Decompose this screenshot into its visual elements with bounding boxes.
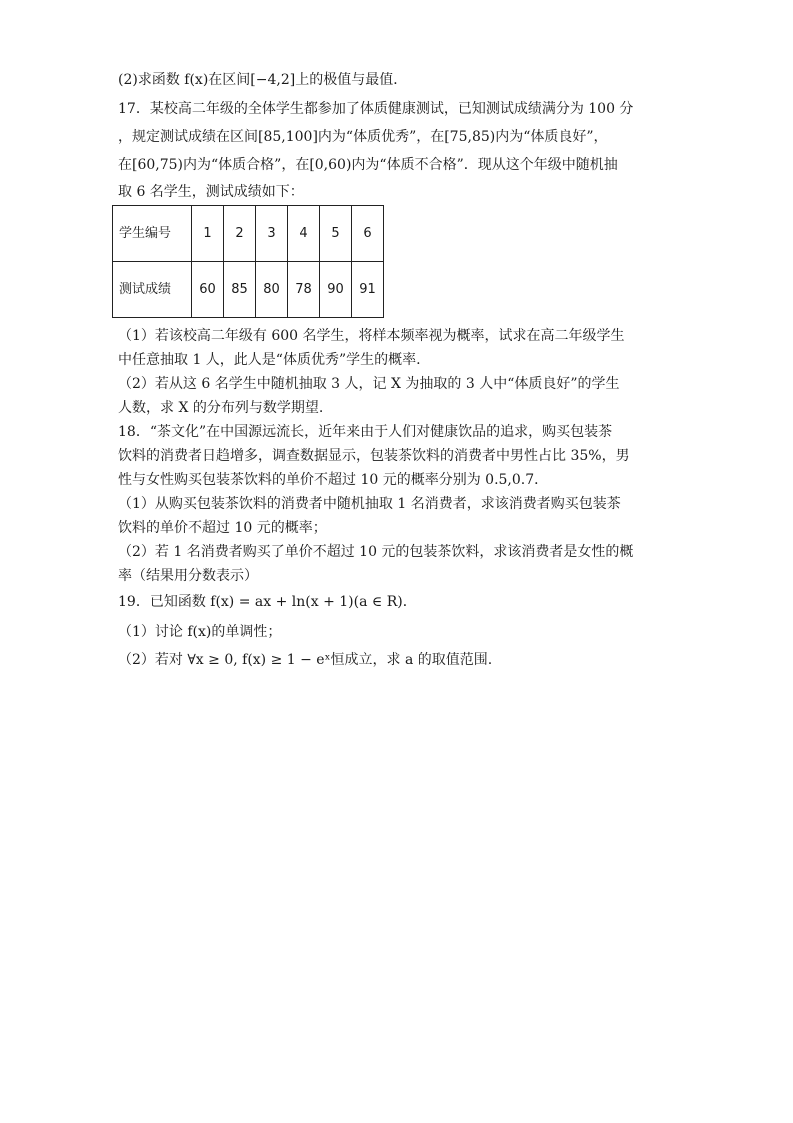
table-row-score [113,262,384,318]
table-cell-id: 2 [224,206,256,262]
q17-part1-line2: 中任意抽取 1 人，此人是“体质优秀”学生的概率. [118,352,421,368]
score-table [112,205,384,318]
q19-line1: 19．已知函数 f(x) = ax + ln(x + 1)(a ∈ R)． [118,594,417,610]
table-cell-score: 85 [224,262,256,318]
table-cell-id: 4 [288,206,320,262]
q17-line3: 在[60,75)内为“体质合格”，在[0,60)内为“体质不合格”．现从这个年级中随机抽 [118,157,618,173]
table-cell-id: 1 [192,206,224,262]
table-cell-score: 80 [256,262,288,318]
q17-part2-line2: 人数，求 X 的分布列与数学期望. [118,400,324,416]
q17-part2-line1: （2）若从这 6 名学生中随机抽取 3 人，记 X 为抽取的 3 人中“体质良好”的学生 [118,376,620,392]
q19-part2: （2）若对 ∀x ≥ 0, f(x) ≥ 1 − eˣ恒成立，求 a 的取值范围. [118,652,493,668]
q18-part1-line2: 饮料的单价不超过 10 元的概率； [118,520,327,536]
q17-line4: 取 6 名学生，测试成绩如下： [118,184,304,200]
q18-part2-line2: 率（结果用分数表示） [118,568,258,584]
q18-line2: 饮料的消费者日趋增多，调查数据显示，包装茶饮料的消费者中男性占比 35%，男 [118,448,630,464]
q17-line2: ，规定测试成绩在区间[85,100]内为“体质优秀”，在[75,85)内为“体质良好”， [118,129,608,145]
q18-line3: 性与女性购买包装茶饮料的单价不超过 10 元的概率分别为 0.5,0.7． [118,472,549,488]
table-row-student-id [113,206,384,262]
table-header-student-id: 学生编号 [113,206,192,262]
table-cell-score: 90 [320,262,352,318]
table-cell-id: 6 [352,206,384,262]
table-cell-score: 60 [192,262,224,318]
q19-part1: （1）讨论 f(x)的单调性； [118,624,282,640]
q17-part1-line1: （1）若该校高二年级有 600 名学生，将样本频率视为概率，试求在高二年级学生 [118,328,625,344]
q18-part1-line1: （1）从购买包装茶饮料的消费者中随机抽取 1 名消费者，求该消费者购买包装茶 [118,496,621,512]
table-cell-id: 3 [256,206,288,262]
q18-part2-line1: （2）若 1 名消费者购买了单价不超过 10 元的包装茶饮料，求该消费者是女性的概 [118,544,634,560]
q18-line1: 18．“茶文化”在中国源远流长，近年来由于人们对健康饮品的追求，购买包装茶 [118,424,613,440]
table-cell-score: 78 [288,262,320,318]
q16-part2: (2)求函数 f(x)在区间[−4,2]上的极值与最值． [118,72,408,88]
q17-line1: 17．某校高二年级的全体学生都参加了体质健康测试，已知测试成绩满分为 100 分 [118,101,634,117]
table-header-score: 测试成绩 [113,262,192,318]
table-cell-id: 5 [320,206,352,262]
table-cell-score: 91 [352,262,384,318]
